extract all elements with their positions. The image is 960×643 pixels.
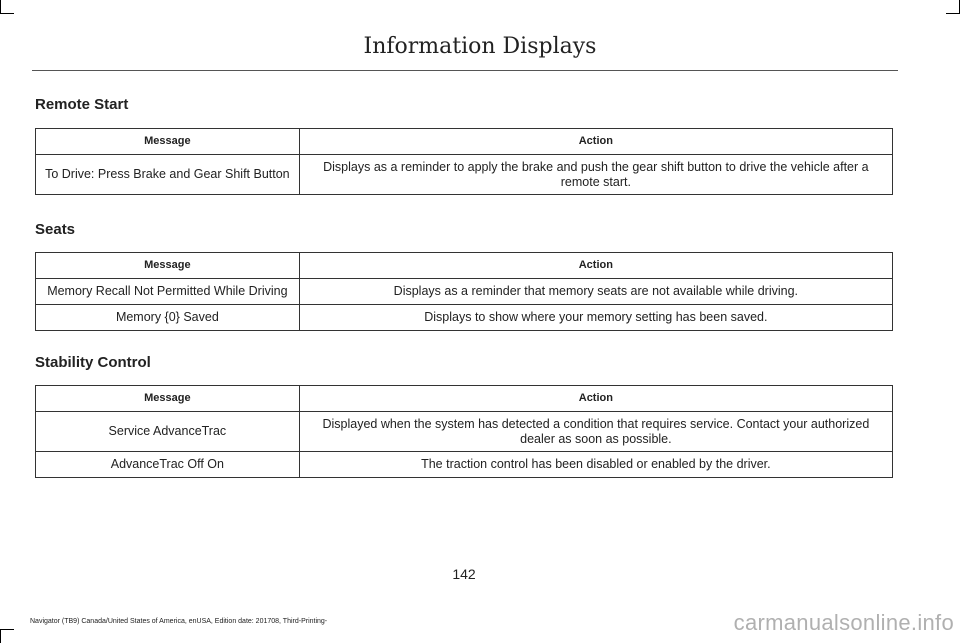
section-heading-seats: Seats	[35, 221, 76, 238]
watermark: carmanualsonline.info	[733, 610, 954, 635]
table-header-row	[36, 253, 893, 279]
column-header-action: Action	[299, 129, 892, 155]
action-cell: Displays as a reminder to apply the brake and push the gear shift button to drive the vehicle after a remote start.	[299, 155, 892, 195]
crop-mark	[0, 0, 1, 14]
message-cell: To Drive: Press Brake and Gear Shift Button	[36, 155, 300, 195]
table-row	[36, 452, 893, 478]
page-number: 142	[452, 566, 476, 582]
message-cell: AdvanceTrac Off On	[36, 452, 300, 478]
section-heading-stability-control: Stability Control	[35, 354, 151, 371]
column-header-message: Message	[36, 129, 300, 155]
action-cell: Displayed when the system has detected a condition that requires service. Contact your authorized dealer as soon as possible.	[299, 412, 892, 452]
action-cell: The traction control has been disabled or enabled by the driver.	[299, 452, 892, 478]
column-header-action: Action	[299, 253, 892, 279]
table-header-row	[36, 129, 893, 155]
column-header-message: Message	[36, 386, 300, 412]
table-row	[36, 279, 893, 305]
action-cell: Displays as a reminder that memory seats are not available while driving.	[299, 279, 892, 305]
table-header-row	[36, 386, 893, 412]
message-cell: Memory Recall Not Permitted While Driving	[36, 279, 300, 305]
seats-table	[35, 252, 893, 331]
crop-mark	[0, 629, 14, 630]
crop-mark	[0, 13, 14, 14]
table-row	[36, 412, 893, 452]
edition-footer: Navigator (TB9) Canada/United States of America, enUSA, Edition date: 201708, Third-Printing-	[30, 618, 328, 625]
message-cell: Service AdvanceTrac	[36, 412, 300, 452]
page-title: Information Displays	[363, 34, 597, 59]
crop-mark	[946, 13, 960, 14]
stability-control-table	[35, 385, 893, 478]
crop-mark	[0, 629, 1, 643]
table-row	[36, 155, 893, 195]
column-header-action: Action	[299, 386, 892, 412]
message-cell: Memory {0} Saved	[36, 305, 300, 331]
remote-start-table	[35, 128, 893, 195]
action-cell: Displays to show where your memory setting has been saved.	[299, 305, 892, 331]
section-heading-remote-start: Remote Start	[35, 96, 129, 113]
header-rule	[32, 70, 898, 71]
table-row	[36, 305, 893, 331]
column-header-message: Message	[36, 253, 300, 279]
